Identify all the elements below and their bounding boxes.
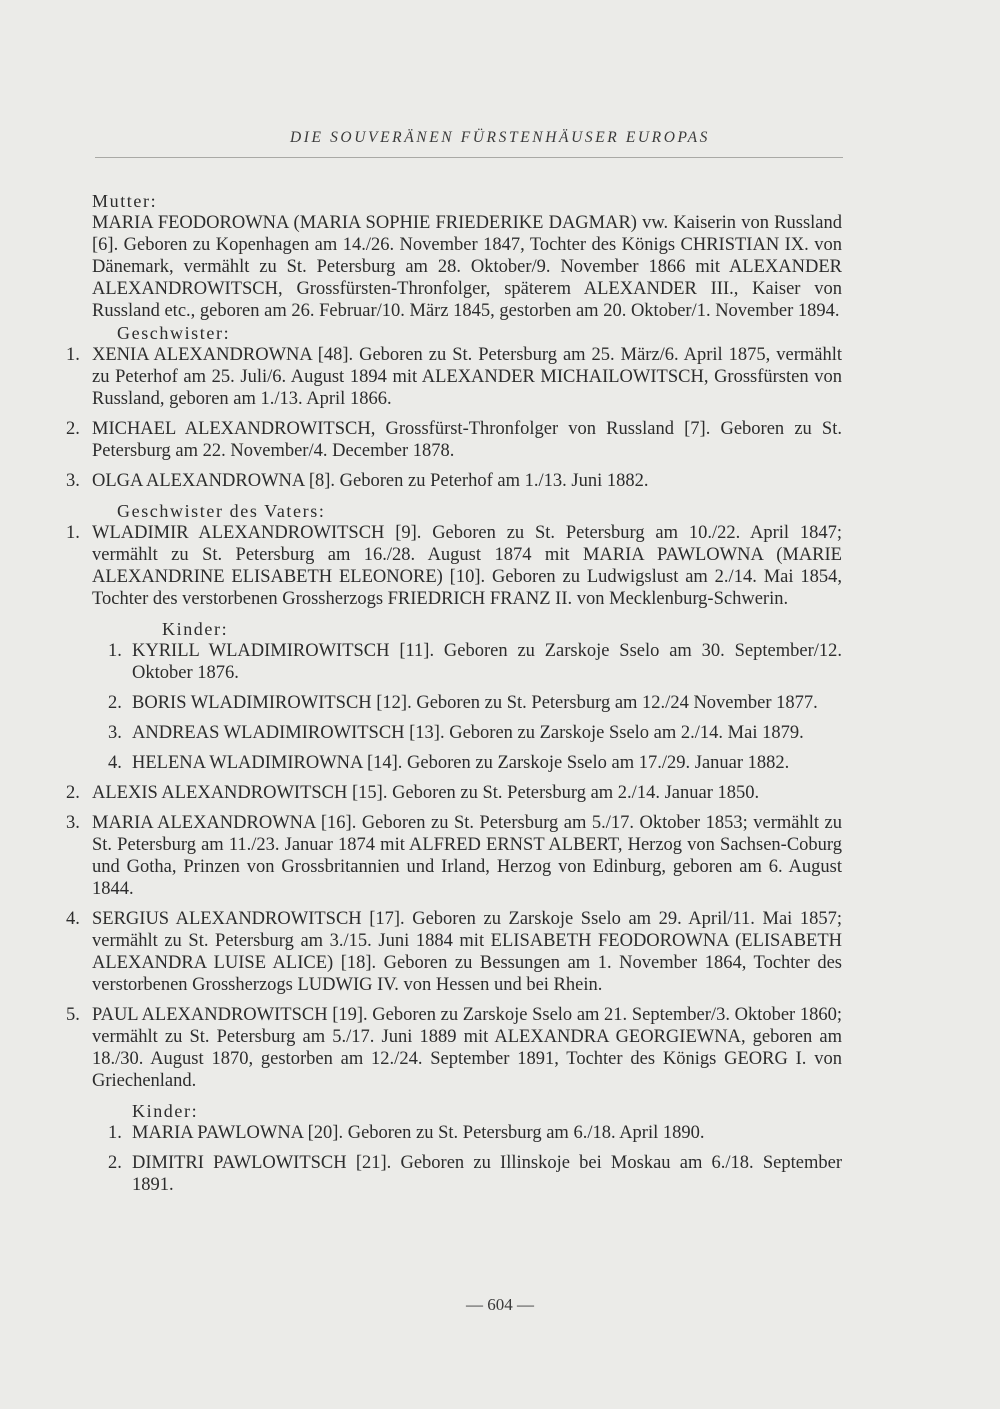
children-heading: Kinder: <box>132 1101 199 1121</box>
item-number: 5. <box>66 1005 80 1025</box>
running-head: DIE SOUVERÄNEN FÜRSTENHÄUSER EUROPAS <box>289 129 711 146</box>
entry-text: PAUL ALEXANDROWITSCH [19]. Geboren zu Zarskoje Sselo am 21. September/3. Oktober 1860; vermählt zu St. Petersburg am 5./17. Juni 1889 mit ALEXANDRA GEORGIEWNA, geboren am 18./30. August 1870, gestorben am 12./24. September 1891, Tochter des Königs GEORG I. von Griechenland. <box>92 1005 842 1091</box>
header-rule <box>95 157 843 158</box>
entry-text: WLADIMIR ALEXANDROWITSCH [9]. Geboren zu St. Petersburg am 10./22. April 1847; vermählt zu St. Petersburg am 16./28. August 1874 mit MARIA PAWLOWNA (MARIE ALEXANDRINE ELISABETH ELEONORE) [10]. Geboren zu Ludwigslust am 2./14. Mai 1854, Tochter des verstorbenen Grossherzogs FRIEDRICH FRANZ II. von Mecklenburg-Schwerin. <box>92 523 842 609</box>
item-number: 1. <box>66 345 80 365</box>
entry-text: ALEXIS ALEXANDROWITSCH [15]. Geboren zu St. Petersburg am 2./14. Januar 1850. <box>92 783 760 803</box>
siblings-heading: Geschwister: <box>117 323 231 343</box>
list-item <box>108 692 842 714</box>
entry-text: MARIA PAWLOWNA [20]. Geboren zu St. Petersburg am 6./18. April 1890. <box>132 1123 705 1143</box>
list-item <box>66 908 842 996</box>
item-number: 2. <box>108 693 122 713</box>
list-item <box>66 522 842 610</box>
mother-paragraph: MARIA FEODOROWNA (MARIA SOPHIE FRIEDERIKE DAGMAR) vw. Kaiserin von Russland [6]. Geboren zu Kopenhagen am 14./26. November 1847, Tochter des Königs CHRISTIAN IX. von Dänemark, vermählt zu St. Petersburg am 28. Oktober/9. November 1866 mit ALEXANDER ALEXANDROWITSCH, Grossfürsten-Thronfolger, späterem ALEXANDER III., Kaiser von Russland etc., geboren am 26. Februar/10. März 1845, gestorben am 20. Oktober/1. November 1894. <box>92 213 842 321</box>
item-number: 1. <box>66 523 80 543</box>
entry-text: BORIS WLADIMIROWITSCH [12]. Geboren zu St. Petersburg am 12./24 November 1877. <box>132 693 818 713</box>
list-item <box>108 1152 842 1196</box>
children-heading: Kinder: <box>162 619 229 639</box>
item-number: 1. <box>108 641 122 661</box>
list-item <box>108 752 842 774</box>
page-number: — 604 — <box>466 1295 534 1314</box>
entry-text: DIMITRI PAWLOWITSCH [21]. Geboren zu Illinskoje bei Moskau am 6./18. September 1891. <box>132 1153 842 1195</box>
list-item <box>66 1004 842 1092</box>
list-item <box>66 344 842 410</box>
page-body <box>66 190 842 1204</box>
mother-heading: Mutter: <box>92 191 158 211</box>
list-item <box>108 1122 842 1144</box>
item-number: 3. <box>66 471 80 491</box>
item-number: 1. <box>108 1123 122 1143</box>
list-item <box>66 812 842 900</box>
item-number: 2. <box>66 783 80 803</box>
entry-text: ANDREAS WLADIMIROWITSCH [13]. Geboren zu Zarskoje Sselo am 2./14. Mai 1879. <box>132 723 804 743</box>
list-item <box>108 722 842 744</box>
item-number: 2. <box>66 419 80 439</box>
list-item <box>66 418 842 462</box>
list-item <box>66 470 842 492</box>
entry-text: OLGA ALEXANDROWNA [8]. Geboren zu Peterhof am 1./13. Juni 1882. <box>92 471 649 491</box>
item-number: 2. <box>108 1153 122 1173</box>
item-number: 4. <box>66 909 80 929</box>
item-number: 4. <box>108 753 122 773</box>
list-item <box>108 640 842 684</box>
entry-text: SERGIUS ALEXANDROWITSCH [17]. Geboren zu Zarskoje Sselo am 29. April/11. Mai 1857; vermählt zu St. Petersburg am 3./15. Juni 1884 mit ELISABETH FEODOROWNA (ELISABETH ALEXANDRA LUISE ALICE) [18]. Geboren zu Bessungen am 1. November 1864, Tochter des verstorbenen Grossherzogs LUDWIG IV. von Hessen und bei Rhein. <box>92 909 842 995</box>
entry-text: XENIA ALEXANDROWNA [48]. Geboren zu St. Petersburg am 25. März/6. April 1875, vermählt zu Peterhof am 25. Juli/6. August 1894 mit ALEXANDER MICHAILOWITSCH, Grossfürsten von Russland, geboren am 1./13. April 1866. <box>92 345 842 409</box>
list-item <box>66 782 842 804</box>
father-siblings-heading: Geschwister des Vaters: <box>117 501 326 521</box>
entry-text: MICHAEL ALEXANDROWITSCH, Grossfürst-Thronfolger von Russland [7]. Geboren zu St. Petersburg am 22. November/4. December 1878. <box>92 419 842 461</box>
item-number: 3. <box>108 723 122 743</box>
item-number: 3. <box>66 813 80 833</box>
entry-text: KYRILL WLADIMIROWITSCH [11]. Geboren zu Zarskoje Sselo am 30. September/12. Oktober 1876. <box>132 641 842 683</box>
entry-text: HELENA WLADIMIROWNA [14]. Geboren zu Zarskoje Sselo am 17./29. Januar 1882. <box>132 753 790 773</box>
entry-text: MARIA ALEXANDROWNA [16]. Geboren zu St. Petersburg am 5./17. Oktober 1853; vermählt zu St. Petersburg am 11./23. Januar 1874 mit ALFRED ERNST ALBERT, Herzog von Sachsen-Coburg und Gotha, Prinzen von Grossbritannien und Irland, Herzog von Edinburg, geboren am 6. August 1844. <box>92 813 842 899</box>
